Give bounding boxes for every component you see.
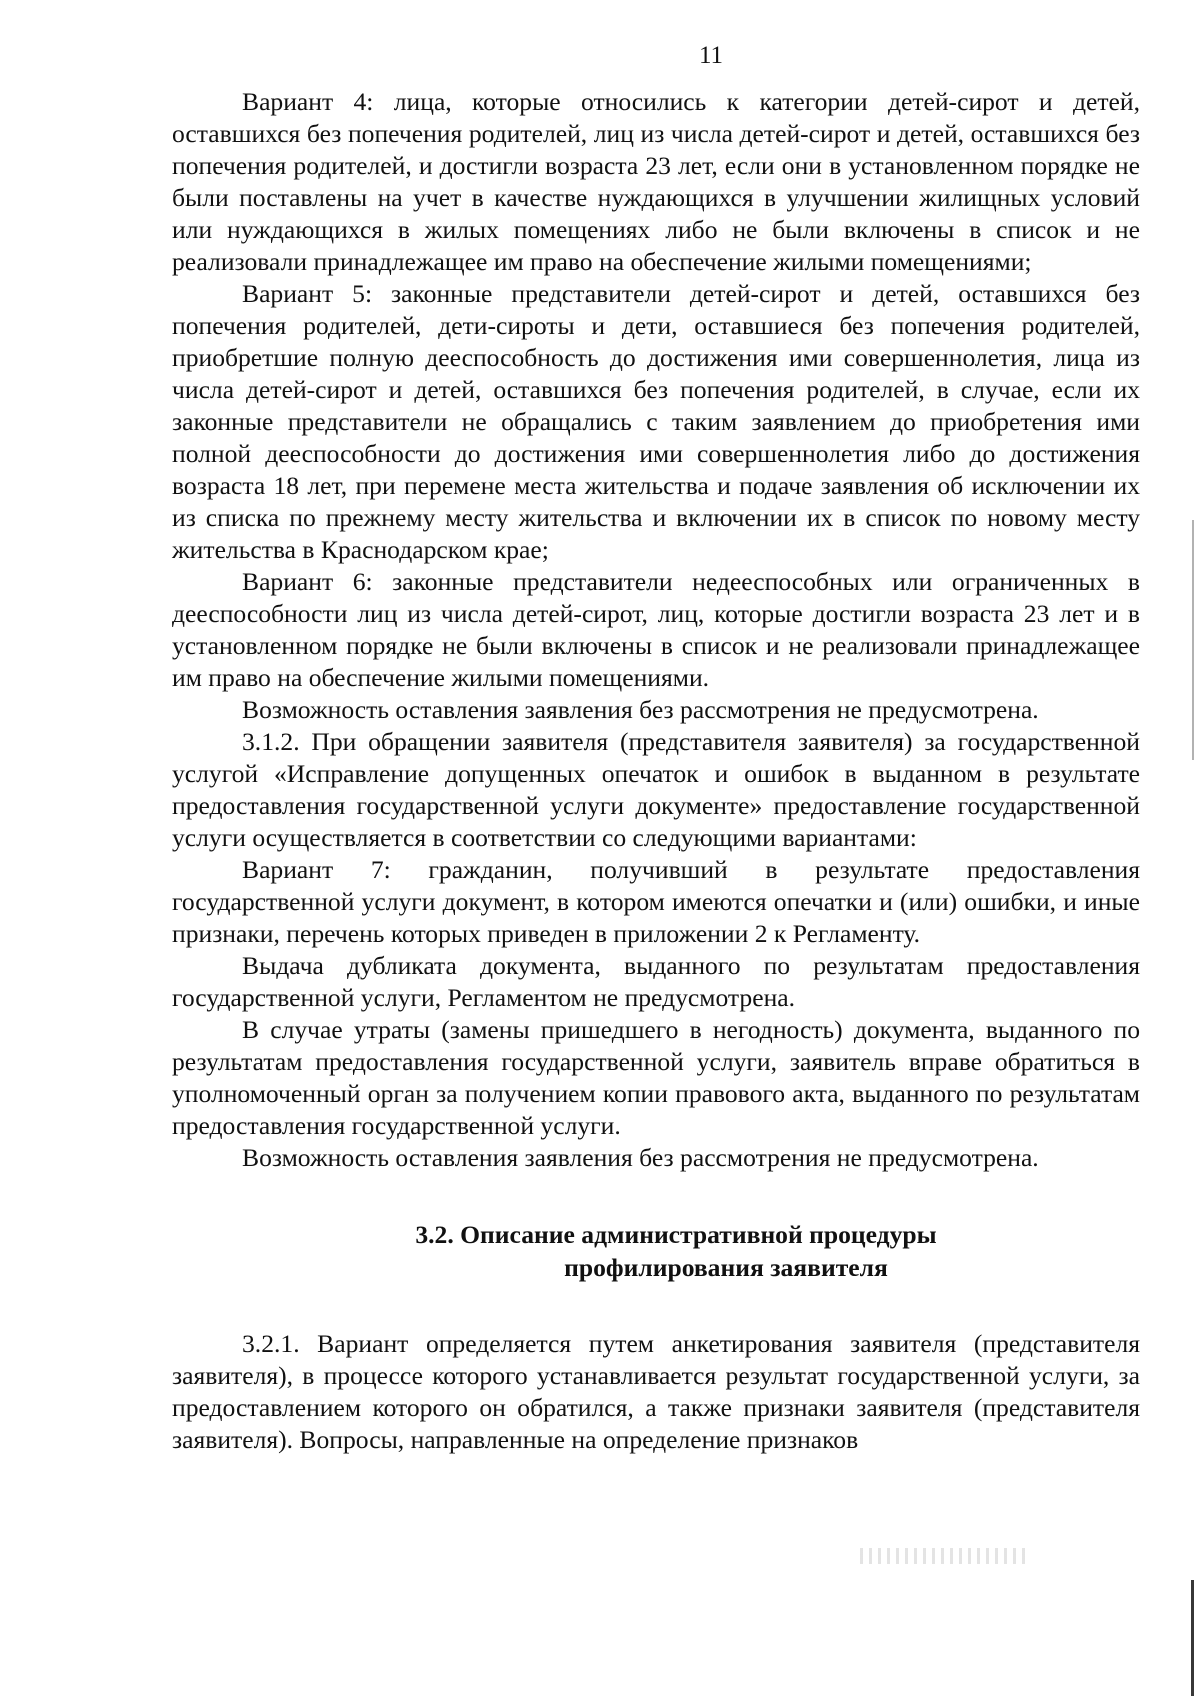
paragraph-no-review-1: Возможность оставления заявления без рассмотрения не предусмотрена. xyxy=(242,695,1039,724)
document-page xyxy=(172,40,1140,1456)
section-heading-line-1: 3.2. Описание административной процедуры xyxy=(415,1220,937,1249)
section-heading xyxy=(172,1218,1140,1284)
scan-smudge xyxy=(860,1548,1030,1564)
scan-edge-mark-bottom xyxy=(1191,1580,1194,1696)
paragraph-variant-4: Вариант 4: лица, которые относились к категории детей-сирот и детей, оставшихся без попечения родителей, лиц из числа детей-сирот и детей, оставшихся без попечения родителей, и достигли возраста 23 лет, если они в установленном порядке не были поставлены на учет в качестве нуждающихся в улучшении жилищных условий или нуждающихся в жилых помещениях либо не были включены в список и не реализовали принадлежащее им право на обеспечение жилыми помещениями; xyxy=(172,87,1140,276)
paragraph-loss: В случае утраты (замены пришедшего в негодность) документа, выданного по результатам предоставления государственной услуги, заявитель вправе обратиться в уполномоченный орган за получением копии правового акта, выданного по результатам предоставления государственной услуги. xyxy=(172,1015,1140,1140)
paragraph-3-2-1: 3.2.1. Вариант определяется путем анкетирования заявителя (представителя заявителя), в процессе которого устанавливается результат государственной услуги, за предоставлением которого он обратился, а также признаки заявителя (представителя заявителя). Вопросы, направленные на определение признаков xyxy=(172,1329,1140,1454)
page-number: 11 xyxy=(698,42,724,69)
paragraph-variant-5: Вариант 5: законные представители детей-сирот и детей, оставшихся без попечения родителей, дети-сироты и дети, оставшиеся без попечения родителей, приобретшие полную дееспособность до достижения ими совершеннолетия, лица из числа детей-сирот и детей, оставшихся без попечения родителей, в случае, если их законные представители не обращались с таким заявлением до приобретения ими полной дееспособности до достижения ими совершеннолетия либо до достижения возраста 18 лет, при перемене места жительства и подаче заявления об исключении их из списка по прежнему месту жительства и включении их в список по новому месту жительства в Краснодарском крае; xyxy=(172,279,1140,564)
paragraph-no-review-2: Возможность оставления заявления без рассмотрения не предусмотрена. xyxy=(242,1143,1039,1172)
paragraph-3-1-2: 3.1.2. При обращении заявителя (представителя заявителя) за государственной услугой «Исправление допущенных опечаток и ошибок в выданном в результате предоставления государственной услуги документе» предоставление государственной услуги осуществляется в соответствии со следующими вариантами: xyxy=(172,727,1140,852)
paragraph-variant-6: Вариант 6: законные представители недееспособных или ограниченных в дееспособности лиц из числа детей-сирот, лиц, которые достигли возраста 23 лет и в установленном порядке не были включены в список и не реализовали принадлежащее им право на обеспечение жилыми помещениями. xyxy=(172,567,1140,692)
section-heading-line-2: профилирования заявителя xyxy=(564,1253,888,1282)
scan-edge-mark xyxy=(1192,520,1194,760)
paragraph-duplicate: Выдача дубликата документа, выданного по результатам предоставления государственной услуги, Регламентом не предусмотрена. xyxy=(172,951,1140,1012)
paragraph-variant-7: Вариант 7: гражданин, получивший в результате предоставления государственной услуги документ, в котором имеются опечатки и (или) ошибки, и иные признаки, перечень которых приведен в приложении 2 к Регламенту. xyxy=(172,855,1140,948)
